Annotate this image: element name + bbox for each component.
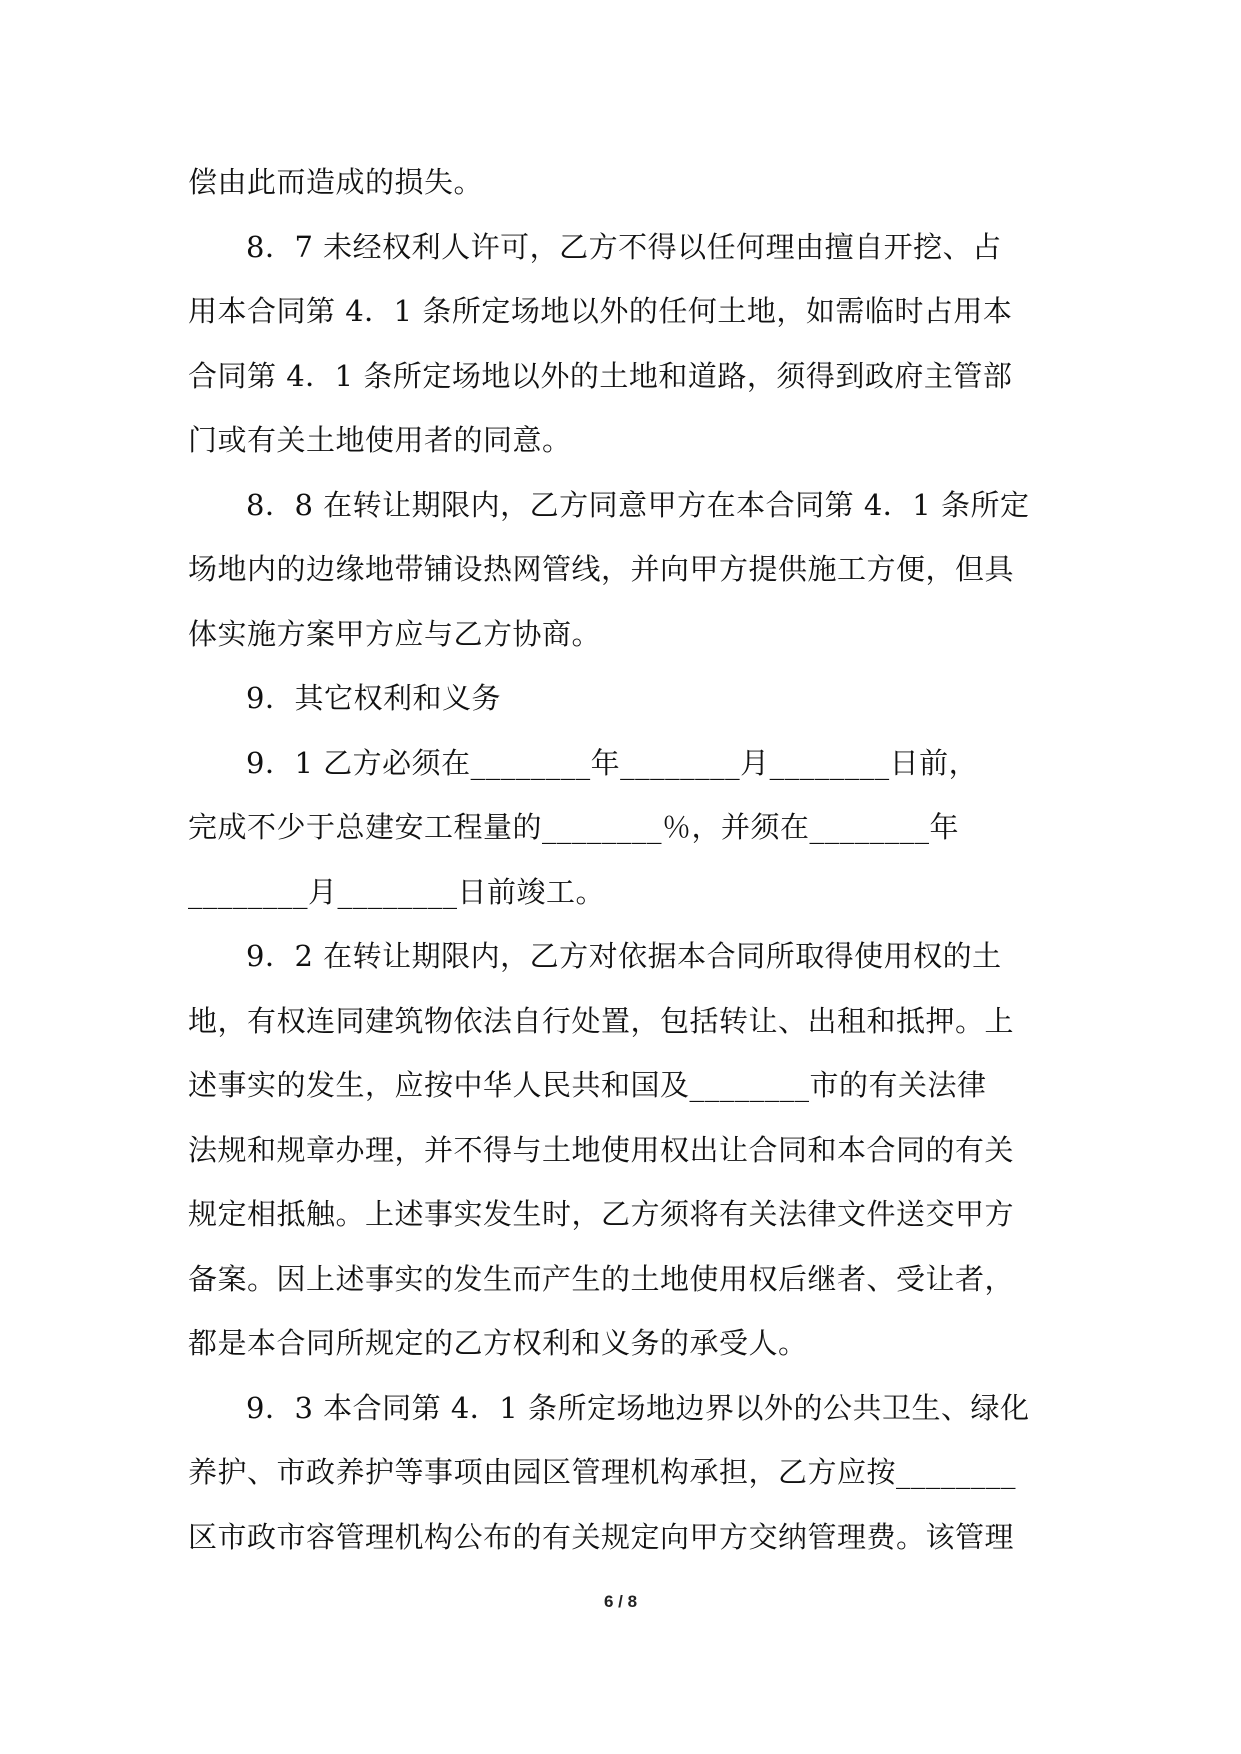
text-line: 9．1 乙方必须在________年________月________日前， — [246, 745, 979, 780]
text-line: 养护、市政养护等事项由园区管理机构承担，乙方应按________ — [188, 1455, 1017, 1489]
text-line: 8．8 在转让期限内，乙方同意甲方在本合同第 4．1 条所定 — [246, 487, 1030, 522]
text-line: 门或有关土地使用者的同意。 — [188, 423, 572, 457]
text-line: 地，有权连同建筑物依法自行处置，包括转让、出租和抵押。上 — [188, 1003, 1015, 1038]
text-line: 规定相抵触。上述事实发生时，乙方须将有关法律文件送交甲方 — [188, 1197, 1015, 1231]
text-line: 述事实的发生，应按中华人民共和国及________市的有关法律 — [188, 1068, 987, 1102]
text-line: 9．其它权利和义务 — [246, 681, 501, 715]
text-line: 9．3 本合同第 4．1 条所定场地边界以外的公共卫生、绿化 — [246, 1390, 1030, 1425]
text-line: 区市政市容管理机构公布的有关规定向甲方交纳管理费。该管理 — [188, 1519, 1015, 1554]
page-number: 6 / 8 — [603, 1592, 638, 1611]
text-line: 备案。因上述事实的发生而产生的土地使用权后继者、受让者， — [188, 1261, 1015, 1296]
text-line: 8．7 未经权利人许可，乙方不得以任何理由擅自开挖、占 — [246, 229, 1002, 264]
document-body — [188, 150, 1068, 1569]
text-line: 完成不少于总建安工程量的________％，并须在________年 — [188, 810, 960, 844]
text-line: 法规和规章办理，并不得与土地使用权出让合同和本合同的有关 — [188, 1132, 1015, 1167]
text-line: 合同第 4．1 条所定场地以外的土地和道路，须得到政府主管部 — [188, 358, 1013, 393]
text-line: 都是本合同所规定的乙方权利和义务的承受人。 — [188, 1326, 808, 1360]
text-line: ________月________日前竣工。 — [188, 874, 606, 909]
text-line: 偿由此而造成的损失。 — [188, 165, 484, 199]
text-line: 9．2 在转让期限内，乙方对依据本合同所取得使用权的土 — [246, 939, 1002, 973]
text-line: 场地内的边缘地带铺设热网管线，并向甲方提供施工方便，但具 — [188, 552, 1015, 586]
text-line: 体实施方案甲方应与乙方协商。 — [188, 616, 602, 651]
text-line: 用本合同第 4．1 条所定场地以外的任何土地，如需临时占用本 — [188, 294, 1013, 328]
